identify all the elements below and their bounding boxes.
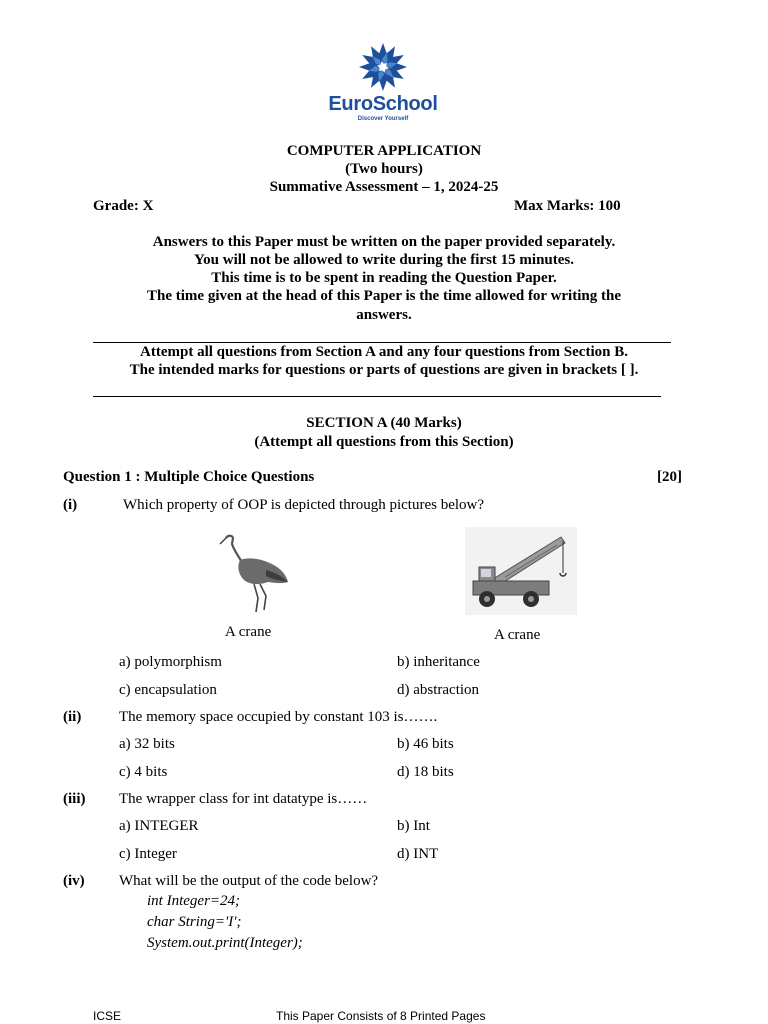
max-marks-label: Max Marks: 100 bbox=[514, 198, 621, 214]
code-line: char String='I'; bbox=[147, 914, 242, 930]
instruction-line: The time given at the head of this Paper is the time allowed for writing the bbox=[147, 288, 621, 304]
option: c) encapsulation bbox=[119, 682, 217, 698]
instruction-line: Answers to this Paper must be written on the paper provided separately. bbox=[152, 234, 616, 250]
divider bbox=[93, 342, 671, 343]
code-line: int Integer=24; bbox=[147, 893, 241, 909]
assessment-title: Summative Assessment – 1, 2024-25 bbox=[269, 179, 499, 195]
attempt-line: Attempt all questions from Section A and any four questions from Section B. bbox=[140, 344, 628, 360]
image-caption: A crane bbox=[225, 624, 272, 640]
footer-board: ICSE bbox=[93, 1009, 122, 1023]
question-text: What will be the output of the code below? bbox=[119, 873, 379, 889]
option: a) INTEGER bbox=[119, 818, 199, 834]
option: c) 4 bits bbox=[119, 764, 168, 780]
logo-name: EuroSchool bbox=[328, 93, 438, 115]
instruction-line: answers. bbox=[356, 307, 412, 323]
divider bbox=[93, 396, 661, 397]
duration: (Two hours) bbox=[345, 161, 423, 177]
footer-page-count: This Paper Consists of 8 Printed Pages bbox=[276, 1009, 486, 1023]
star-logo-icon bbox=[356, 42, 410, 92]
section-title: SECTION A (40 Marks) bbox=[306, 415, 462, 431]
option: d) INT bbox=[397, 846, 439, 862]
crane-bird-image bbox=[216, 530, 292, 614]
subject-title: COMPUTER APPLICATION bbox=[286, 143, 482, 159]
code-line: System.out.print(Integer); bbox=[147, 935, 303, 951]
question-text: Which property of OOP is depicted through pictures below? bbox=[123, 497, 485, 513]
crane-machine-image bbox=[465, 527, 577, 615]
logo-tagline: Discover Yourself bbox=[357, 116, 409, 122]
question-text: The memory space occupied by constant 103 is……. bbox=[119, 709, 438, 725]
option: b) inheritance bbox=[397, 654, 480, 670]
option: a) 32 bits bbox=[119, 736, 175, 752]
option: a) polymorphism bbox=[119, 654, 222, 670]
option: d) 18 bits bbox=[397, 764, 454, 780]
question-number: (iii) bbox=[63, 791, 86, 807]
question-number: (iv) bbox=[63, 873, 85, 889]
option: b) 46 bits bbox=[397, 736, 454, 752]
instruction-line: You will not be allowed to write during the first 15 minutes. bbox=[194, 252, 574, 268]
grade-label: Grade: X bbox=[93, 198, 154, 214]
question-number: (i) bbox=[63, 497, 78, 513]
option: d) abstraction bbox=[397, 682, 480, 698]
school-logo bbox=[318, 42, 448, 126]
question-marks: [20] bbox=[657, 469, 682, 485]
attempt-line: The intended marks for questions or parts of questions are given in brackets [ ]. bbox=[129, 362, 639, 378]
option: b) Int bbox=[397, 818, 430, 834]
instruction-line: This time is to be spent in reading the Question Paper. bbox=[211, 270, 557, 286]
image-caption: A crane bbox=[494, 627, 541, 643]
question-number: (ii) bbox=[63, 709, 82, 725]
option: c) Integer bbox=[119, 846, 177, 862]
section-subtitle: (Attempt all questions from this Section) bbox=[254, 434, 514, 450]
question-title: Question 1 : Multiple Choice Questions bbox=[63, 469, 315, 485]
question-text: The wrapper class for int datatype is…… bbox=[119, 791, 368, 807]
